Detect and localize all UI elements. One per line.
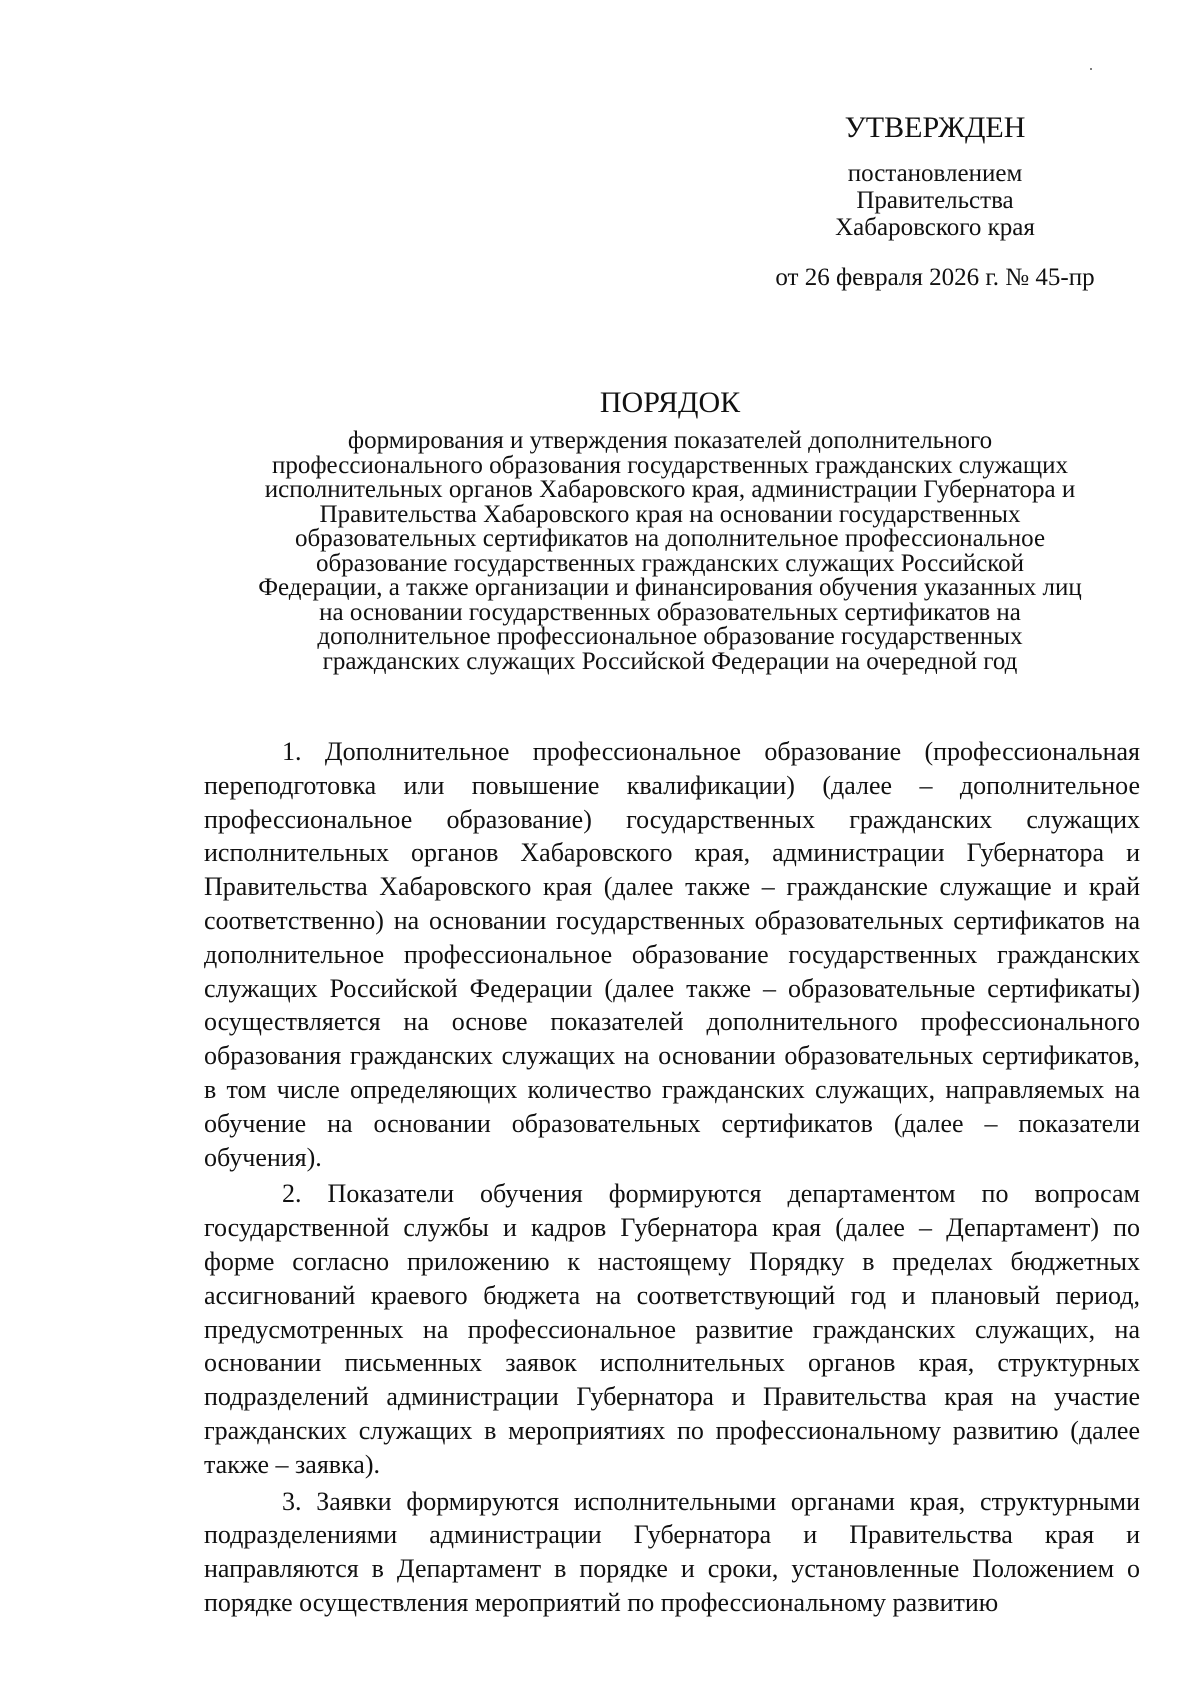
subtitle-line: образование государственных гражданских служащих Российской bbox=[316, 549, 1024, 577]
paragraph-2: 2. Показатели обучения формируются департаментом по вопросам государственной службы и кадров Губернатора края (далее – Департамент) по форме согласно приложению к настоящему Порядку в пределах бюджетных ассигнований краевого бюджета на соответствующий год и плановый период, предусмотренных на профессиональное развитие гражданских служащих, на основании письменных заявок исполнительных органов края, структурных подразделений администрации Губернатора и Правительства края на участие гражданских служащих в мероприятиях по профессиональному развитию (далее также – заявка). bbox=[204, 1179, 1140, 1479]
subtitle-line: гражданских служащих Российской Федерации на очередной год bbox=[322, 647, 1018, 675]
approval-line: Хабаровского края bbox=[835, 214, 1035, 241]
approval-heading: УТВЕРЖДЕН bbox=[844, 111, 1026, 144]
scan-speck bbox=[1090, 68, 1092, 70]
subtitle-line: Федерации, а также организации и финансирования обучения указанных лиц bbox=[258, 574, 1082, 601]
subtitle-line: Правительства Хабаровского края на основании государственных bbox=[319, 500, 1021, 528]
approval-stamp-block bbox=[700, 110, 1170, 293]
approval-date: от 26 февраля 2026 г. № 45-пр bbox=[775, 264, 1095, 291]
subtitle-line: исполнительных органов Хабаровского края, администрации Губернатора и bbox=[264, 476, 1076, 503]
approval-line: постановлением bbox=[847, 160, 1023, 187]
subtitle-line: дополнительное профессиональное образование государственных bbox=[317, 623, 1023, 650]
subtitle-line: формирования и утверждения показателей дополнительного bbox=[347, 427, 993, 454]
document-title-block bbox=[200, 385, 1140, 674]
subtitle-line: образовательных сертификатов на дополнительное профессиональное bbox=[294, 525, 1046, 552]
document-subtitle bbox=[200, 429, 1140, 674]
document-title: ПОРЯДОК bbox=[599, 386, 741, 419]
subtitle-line: профессионального образования государственных гражданских служащих bbox=[271, 451, 1069, 479]
paragraph-1: 1. Дополнительное профессиональное образование (профессиональная переподготовка или повышение квалификации) (далее – дополнительное профессиональное образование) государственных гражданских служащих исполнительных органов Хабаровского края, администрации Губернатора и Правительства Хабаровского края (далее также – гражданские служащие и край соответственно) на основании государственных образовательных сертификатов на дополнительное профессиональное образование государственных гражданских служащих Российской Федерации (далее также – образовательные сертификаты) осуществляется на основе показателей дополнительного профессионального образования гражданских служащих на основании образовательных сертификатов, в том числе определяющих количество гражданских служащих, направляемых на обучение на основании образовательных сертификатов (далее – показатели обучения). bbox=[204, 737, 1140, 1172]
approval-line: Правительства bbox=[856, 187, 1014, 214]
paragraph-3: 3. Заявки формируются исполнительными органами края, структурными подразделениями администрации Губернатора и Правительства края и направляются в Департамент в порядке и сроки, установленные Положением о порядке осуществления мероприятий по профессиональному развитию bbox=[204, 1486, 1140, 1617]
subtitle-line: на основании государственных образовательных сертификатов на bbox=[319, 598, 1021, 626]
document-body bbox=[204, 735, 1140, 1623]
